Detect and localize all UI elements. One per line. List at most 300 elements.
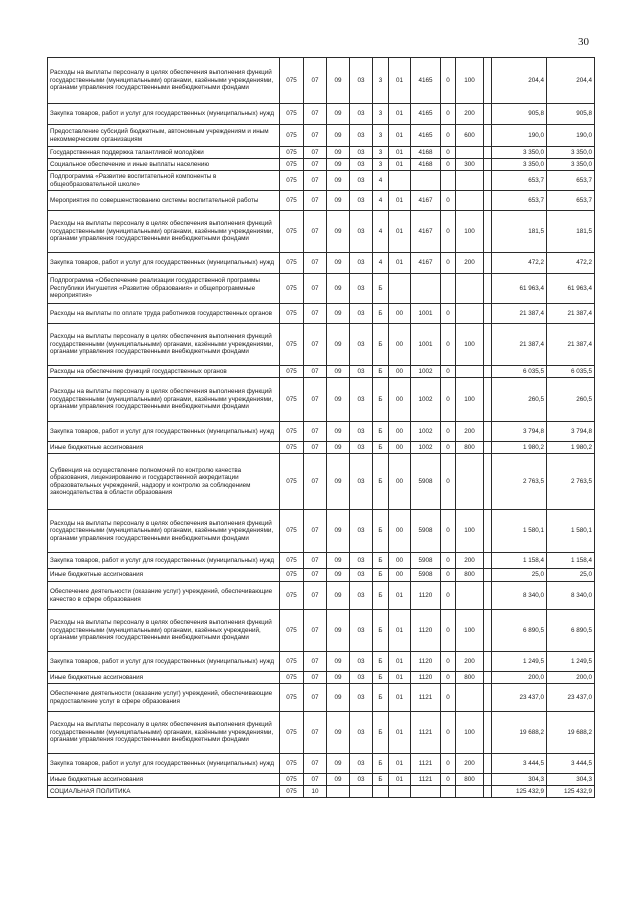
code-expense-type: 200 — [456, 553, 484, 569]
code-program: 03 — [350, 754, 373, 774]
table-row — [48, 324, 595, 366]
code-subsection: 09 — [327, 442, 350, 454]
code-expense-type — [456, 786, 484, 798]
code-program: 03 — [350, 454, 373, 510]
row-name: Расходы на выплаты персоналу в целях обеспечения выполнения функций государственными (муниципальными) органами, казёнными учреждениями, органами управления государственными внебюджетными фондами — [48, 510, 280, 553]
code-section: 07 — [304, 58, 327, 104]
code-program: 03 — [350, 610, 373, 652]
code-subsection: 09 — [327, 569, 350, 582]
table-body — [48, 58, 595, 798]
row-name: Обеспечение деятельности (оказание услуг) учреждений, обеспечивающие качество в сфере образования — [48, 582, 280, 610]
code-activity: 01 — [389, 125, 411, 147]
code-ved: 075 — [280, 378, 304, 422]
code-subsection: 09 — [327, 610, 350, 652]
row-name: Расходы на выплаты персоналу в целях обеспечения выполнения функций государственными (муниципальными) органами, казёнными учреждениями, органами управления государственными внебюджетными фондами — [48, 378, 280, 422]
code-direction: 1121 — [411, 774, 441, 786]
code-subprogram: Б — [373, 774, 389, 786]
code-section: 07 — [304, 454, 327, 510]
code-ved: 075 — [280, 125, 304, 147]
code-suffix: 0 — [441, 553, 456, 569]
amount-2: 2 763,5 — [547, 454, 595, 510]
amount-2: 472,2 — [547, 253, 595, 274]
table-row — [48, 774, 595, 786]
amount-1: 125 432,9 — [492, 786, 547, 798]
code-activity: 01 — [389, 754, 411, 774]
amount-1: 304,3 — [492, 774, 547, 786]
code-expense-type: 100 — [456, 712, 484, 754]
row-name: Расходы на выплаты персоналу в целях обеспечения выполнения функций государственными (муниципальными) органами, казёнными учреждениями, органами управления государственными внебюджетными фондами — [48, 58, 280, 104]
code-suffix: 0 — [441, 712, 456, 754]
code-program: 03 — [350, 442, 373, 454]
code-subsection: 09 — [327, 454, 350, 510]
code-section: 07 — [304, 754, 327, 774]
code-subsection: 09 — [327, 684, 350, 712]
code-activity: 01 — [389, 610, 411, 652]
code-subsection: 09 — [327, 191, 350, 211]
spacer-cell — [484, 58, 492, 104]
code-ved: 075 — [280, 672, 304, 684]
table-row — [48, 104, 595, 125]
row-name: Иные бюджетные ассигнования — [48, 569, 280, 582]
code-section: 07 — [304, 147, 327, 159]
amount-2: 190,0 — [547, 125, 595, 147]
code-section: 07 — [304, 569, 327, 582]
code-ved: 075 — [280, 253, 304, 274]
code-subprogram: Б — [373, 553, 389, 569]
code-ved: 075 — [280, 366, 304, 378]
code-activity: 01 — [389, 147, 411, 159]
code-section: 07 — [304, 553, 327, 569]
code-subprogram: Б — [373, 510, 389, 553]
amount-2: 1 980,2 — [547, 442, 595, 454]
code-direction: 1121 — [411, 754, 441, 774]
code-expense-type: 100 — [456, 324, 484, 366]
code-subsection: 09 — [327, 378, 350, 422]
code-subprogram: Б — [373, 304, 389, 324]
code-suffix — [441, 274, 456, 304]
code-direction: 1120 — [411, 610, 441, 652]
code-program: 03 — [350, 422, 373, 442]
code-program: 03 — [350, 211, 373, 253]
table-row — [48, 442, 595, 454]
table-row — [48, 171, 595, 191]
code-expense-type — [456, 684, 484, 712]
code-activity: 00 — [389, 454, 411, 510]
code-subprogram: Б — [373, 378, 389, 422]
amount-1: 61 963,4 — [492, 274, 547, 304]
table-row — [48, 712, 595, 754]
code-ved: 075 — [280, 582, 304, 610]
spacer-cell — [484, 211, 492, 253]
code-subprogram: Б — [373, 684, 389, 712]
code-subsection: 09 — [327, 324, 350, 366]
row-name: Подпрограмма «Развитие воспитательной компоненты в общеобразовательной школе» — [48, 171, 280, 191]
code-subsection: 09 — [327, 366, 350, 378]
row-name: Социальное обеспечение и иные выплаты населению — [48, 159, 280, 171]
spacer-cell — [484, 191, 492, 211]
code-expense-type: 200 — [456, 754, 484, 774]
row-name: Закупка товаров, работ и услуг для государственных (муниципальных) нужд — [48, 422, 280, 442]
amount-2: 260,5 — [547, 378, 595, 422]
code-activity: 01 — [389, 159, 411, 171]
code-subsection: 09 — [327, 58, 350, 104]
code-subprogram: Б — [373, 610, 389, 652]
code-suffix: 0 — [441, 684, 456, 712]
table-row — [48, 510, 595, 553]
amount-1: 3 350,0 — [492, 159, 547, 171]
code-ved: 075 — [280, 569, 304, 582]
code-suffix: 0 — [441, 304, 456, 324]
code-program — [350, 786, 373, 798]
code-ved: 075 — [280, 422, 304, 442]
row-name: Иные бюджетные ассигнования — [48, 774, 280, 786]
code-ved: 075 — [280, 58, 304, 104]
row-name: Мероприятия по совершенствованию системы воспитательной работы — [48, 191, 280, 211]
code-section: 07 — [304, 422, 327, 442]
code-subsection: 09 — [327, 582, 350, 610]
code-expense-type: 100 — [456, 378, 484, 422]
amount-2: 653,7 — [547, 171, 595, 191]
code-activity — [389, 786, 411, 798]
code-section: 07 — [304, 366, 327, 378]
code-suffix: 0 — [441, 754, 456, 774]
amount-2: 125 432,9 — [547, 786, 595, 798]
code-section: 07 — [304, 324, 327, 366]
code-ved: 075 — [280, 442, 304, 454]
code-suffix: 0 — [441, 191, 456, 211]
amount-2: 204,4 — [547, 58, 595, 104]
code-expense-type — [456, 366, 484, 378]
amount-1: 653,7 — [492, 171, 547, 191]
code-activity: 00 — [389, 366, 411, 378]
code-activity: 01 — [389, 774, 411, 786]
code-program: 03 — [350, 104, 373, 125]
code-subsection: 09 — [327, 672, 350, 684]
code-activity: 00 — [389, 553, 411, 569]
code-expense-type: 200 — [456, 652, 484, 672]
code-ved: 075 — [280, 652, 304, 672]
table-row — [48, 553, 595, 569]
code-program: 03 — [350, 553, 373, 569]
code-subprogram: 3 — [373, 147, 389, 159]
code-suffix: 0 — [441, 253, 456, 274]
amount-2: 304,3 — [547, 774, 595, 786]
code-suffix: 0 — [441, 422, 456, 442]
amount-2: 3 350,0 — [547, 159, 595, 171]
spacer-cell — [484, 569, 492, 582]
code-program: 03 — [350, 712, 373, 754]
code-subsection: 09 — [327, 304, 350, 324]
code-activity: 00 — [389, 422, 411, 442]
code-suffix: 0 — [441, 510, 456, 553]
code-suffix: 0 — [441, 672, 456, 684]
table-row — [48, 652, 595, 672]
code-section: 07 — [304, 582, 327, 610]
code-ved: 075 — [280, 211, 304, 253]
code-direction: 1120 — [411, 582, 441, 610]
code-section: 07 — [304, 774, 327, 786]
amount-1: 653,7 — [492, 191, 547, 211]
code-expense-type: 600 — [456, 125, 484, 147]
code-expense-type: 200 — [456, 104, 484, 125]
code-suffix: 0 — [441, 569, 456, 582]
table-row — [48, 582, 595, 610]
code-ved: 075 — [280, 712, 304, 754]
table-row — [48, 191, 595, 211]
amount-1: 181,5 — [492, 211, 547, 253]
amount-2: 653,7 — [547, 191, 595, 211]
code-ved: 075 — [280, 274, 304, 304]
code-direction — [411, 274, 441, 304]
code-direction: 1002 — [411, 366, 441, 378]
code-ved: 075 — [280, 754, 304, 774]
table-row — [48, 366, 595, 378]
code-direction: 5908 — [411, 510, 441, 553]
code-subprogram: Б — [373, 712, 389, 754]
amount-1: 3 794,8 — [492, 422, 547, 442]
amount-2: 25,0 — [547, 569, 595, 582]
code-ved: 075 — [280, 191, 304, 211]
code-activity: 01 — [389, 58, 411, 104]
code-activity: 01 — [389, 191, 411, 211]
row-name: Государственная поддержка талантливой молодёжи — [48, 147, 280, 159]
code-direction: 1002 — [411, 378, 441, 422]
code-expense-type: 800 — [456, 569, 484, 582]
code-subprogram: Б — [373, 672, 389, 684]
code-activity — [389, 171, 411, 191]
spacer-cell — [484, 712, 492, 754]
code-program: 03 — [350, 378, 373, 422]
row-name: Иные бюджетные ассигнования — [48, 672, 280, 684]
code-ved: 075 — [280, 510, 304, 553]
row-name: Закупка товаров, работ и услуг для государственных (муниципальных) нужд — [48, 253, 280, 274]
code-program: 03 — [350, 774, 373, 786]
code-ved: 075 — [280, 324, 304, 366]
code-subprogram: Б — [373, 454, 389, 510]
amount-1: 21 387,4 — [492, 324, 547, 366]
code-section: 07 — [304, 610, 327, 652]
code-direction: 5908 — [411, 553, 441, 569]
amount-1: 200,0 — [492, 672, 547, 684]
row-name: Закупка товаров, работ и услуг для государственных (муниципальных) нужд — [48, 104, 280, 125]
code-expense-type — [456, 582, 484, 610]
code-suffix — [441, 171, 456, 191]
amount-2: 200,0 — [547, 672, 595, 684]
code-suffix: 0 — [441, 366, 456, 378]
amount-1: 21 387,4 — [492, 304, 547, 324]
row-name: Подпрограмма «Обеспечение реализации государственной программы Республики Ингушетия «Развитие образования» и общепрограммные мероприятия» — [48, 274, 280, 304]
code-section: 07 — [304, 442, 327, 454]
code-subprogram: 3 — [373, 104, 389, 125]
code-ved: 075 — [280, 104, 304, 125]
amount-2: 181,5 — [547, 211, 595, 253]
table-row — [48, 147, 595, 159]
amount-1: 6 890,5 — [492, 610, 547, 652]
code-ved: 075 — [280, 774, 304, 786]
code-subsection — [327, 786, 350, 798]
code-subsection: 09 — [327, 253, 350, 274]
code-subsection: 09 — [327, 553, 350, 569]
code-activity: 01 — [389, 684, 411, 712]
code-expense-type: 200 — [456, 253, 484, 274]
code-subprogram: 4 — [373, 191, 389, 211]
amount-2: 3 794,8 — [547, 422, 595, 442]
code-program: 03 — [350, 191, 373, 211]
code-subsection: 09 — [327, 754, 350, 774]
amount-1: 1 980,2 — [492, 442, 547, 454]
spacer-cell — [484, 104, 492, 125]
code-activity: 00 — [389, 569, 411, 582]
spacer-cell — [484, 366, 492, 378]
spacer-cell — [484, 378, 492, 422]
spacer-cell — [484, 510, 492, 553]
spacer-cell — [484, 774, 492, 786]
code-direction: 5908 — [411, 454, 441, 510]
code-expense-type — [456, 454, 484, 510]
amount-2: 8 340,0 — [547, 582, 595, 610]
code-expense-type: 800 — [456, 442, 484, 454]
code-direction: 1121 — [411, 712, 441, 754]
code-direction: 1001 — [411, 304, 441, 324]
code-section: 07 — [304, 712, 327, 754]
table-row — [48, 569, 595, 582]
spacer-cell — [484, 324, 492, 366]
spacer-cell — [484, 610, 492, 652]
code-direction: 4165 — [411, 104, 441, 125]
spacer-cell — [484, 786, 492, 798]
amount-2: 21 387,4 — [547, 324, 595, 366]
amount-1: 19 688,2 — [492, 712, 547, 754]
code-program: 03 — [350, 510, 373, 553]
code-activity: 00 — [389, 510, 411, 553]
spacer-cell — [484, 454, 492, 510]
code-direction: 1120 — [411, 652, 441, 672]
code-suffix: 0 — [441, 454, 456, 510]
code-subprogram: Б — [373, 582, 389, 610]
row-name: Закупка товаров, работ и услуг для государственных (муниципальных) нужд — [48, 553, 280, 569]
code-program: 03 — [350, 366, 373, 378]
code-subprogram: 4 — [373, 211, 389, 253]
amount-1: 3 444,5 — [492, 754, 547, 774]
spacer-cell — [484, 274, 492, 304]
spacer-cell — [484, 672, 492, 684]
amount-2: 1 249,5 — [547, 652, 595, 672]
code-section: 07 — [304, 378, 327, 422]
code-activity: 01 — [389, 652, 411, 672]
code-subprogram: 3 — [373, 159, 389, 171]
code-ved: 075 — [280, 147, 304, 159]
code-program: 03 — [350, 253, 373, 274]
spacer-cell — [484, 582, 492, 610]
code-subsection: 09 — [327, 211, 350, 253]
code-expense-type — [456, 191, 484, 211]
row-name: Субвенция на осуществление полномочий по контролю качества образования, лицензированию и государственной аккредитации образовательных учреждений, надзору и контролю за соблюдением законодательства в области образования — [48, 454, 280, 510]
amount-2: 3 350,0 — [547, 147, 595, 159]
amount-1: 905,8 — [492, 104, 547, 125]
code-suffix: 0 — [441, 211, 456, 253]
code-section: 07 — [304, 104, 327, 125]
code-subprogram: Б — [373, 754, 389, 774]
amount-1: 204,4 — [492, 58, 547, 104]
code-program: 03 — [350, 125, 373, 147]
row-name: Расходы на выплаты персоналу в целях обеспечения выполнения функций государственными (муниципальными) органами, казёнными учреждениями, органами управления государственными внебюджетными фондами — [48, 712, 280, 754]
code-direction — [411, 171, 441, 191]
table-row — [48, 454, 595, 510]
code-direction: 1121 — [411, 684, 441, 712]
code-subsection: 09 — [327, 274, 350, 304]
amount-1: 8 340,0 — [492, 582, 547, 610]
code-subsection: 09 — [327, 125, 350, 147]
code-suffix: 0 — [441, 610, 456, 652]
code-activity: 00 — [389, 304, 411, 324]
row-name: Предоставление субсидий бюджетным, автономным учреждениям и иным некоммерческим организациям — [48, 125, 280, 147]
code-section: 07 — [304, 191, 327, 211]
code-ved: 075 — [280, 171, 304, 191]
code-expense-type — [456, 147, 484, 159]
table-row — [48, 211, 595, 253]
code-subprogram: Б — [373, 366, 389, 378]
spacer-cell — [484, 442, 492, 454]
amount-1: 23 437,0 — [492, 684, 547, 712]
spacer-cell — [484, 304, 492, 324]
code-ved: 075 — [280, 454, 304, 510]
amount-1: 472,2 — [492, 253, 547, 274]
code-program: 03 — [350, 171, 373, 191]
code-expense-type: 100 — [456, 610, 484, 652]
table-row — [48, 754, 595, 774]
amount-2: 1 580,1 — [547, 510, 595, 553]
code-direction: 1120 — [411, 672, 441, 684]
code-activity: 01 — [389, 582, 411, 610]
code-direction — [411, 786, 441, 798]
code-subsection: 09 — [327, 774, 350, 786]
table-row — [48, 422, 595, 442]
code-direction: 1002 — [411, 442, 441, 454]
code-subprogram: 3 — [373, 125, 389, 147]
amount-1: 3 350,0 — [492, 147, 547, 159]
table-row — [48, 684, 595, 712]
amount-1: 1 580,1 — [492, 510, 547, 553]
code-program: 03 — [350, 569, 373, 582]
spacer-cell — [484, 125, 492, 147]
code-program: 03 — [350, 684, 373, 712]
table-row — [48, 125, 595, 147]
code-subsection: 09 — [327, 510, 350, 553]
code-expense-type: 200 — [456, 422, 484, 442]
code-expense-type: 100 — [456, 510, 484, 553]
amount-2: 19 688,2 — [547, 712, 595, 754]
amount-2: 21 387,4 — [547, 304, 595, 324]
row-name: Закупка товаров, работ и услуг для государственных (муниципальных) нужд — [48, 652, 280, 672]
code-expense-type: 100 — [456, 58, 484, 104]
table-row — [48, 274, 595, 304]
code-section: 07 — [304, 652, 327, 672]
code-section: 10 — [304, 786, 327, 798]
code-section: 07 — [304, 684, 327, 712]
code-activity: 01 — [389, 672, 411, 684]
code-subsection: 09 — [327, 652, 350, 672]
row-name: Расходы на выплаты персоналу в целях обеспечения выполнения функций государственными (муниципальными) органами, казёнными учреждениями, органами управления государственными внебюджетными фондами — [48, 211, 280, 253]
code-section: 07 — [304, 159, 327, 171]
code-direction: 4168 — [411, 159, 441, 171]
code-suffix: 0 — [441, 159, 456, 171]
row-name: Расходы на выплаты персоналу в целях обеспечения выполнения функций государственными (муниципальными) органами, казённых учреждений, органами управления государственными внебюджетными фондами — [48, 610, 280, 652]
spacer-cell — [484, 422, 492, 442]
code-subsection: 09 — [327, 104, 350, 125]
amount-1: 1 249,5 — [492, 652, 547, 672]
code-direction: 4167 — [411, 211, 441, 253]
code-program: 03 — [350, 324, 373, 366]
